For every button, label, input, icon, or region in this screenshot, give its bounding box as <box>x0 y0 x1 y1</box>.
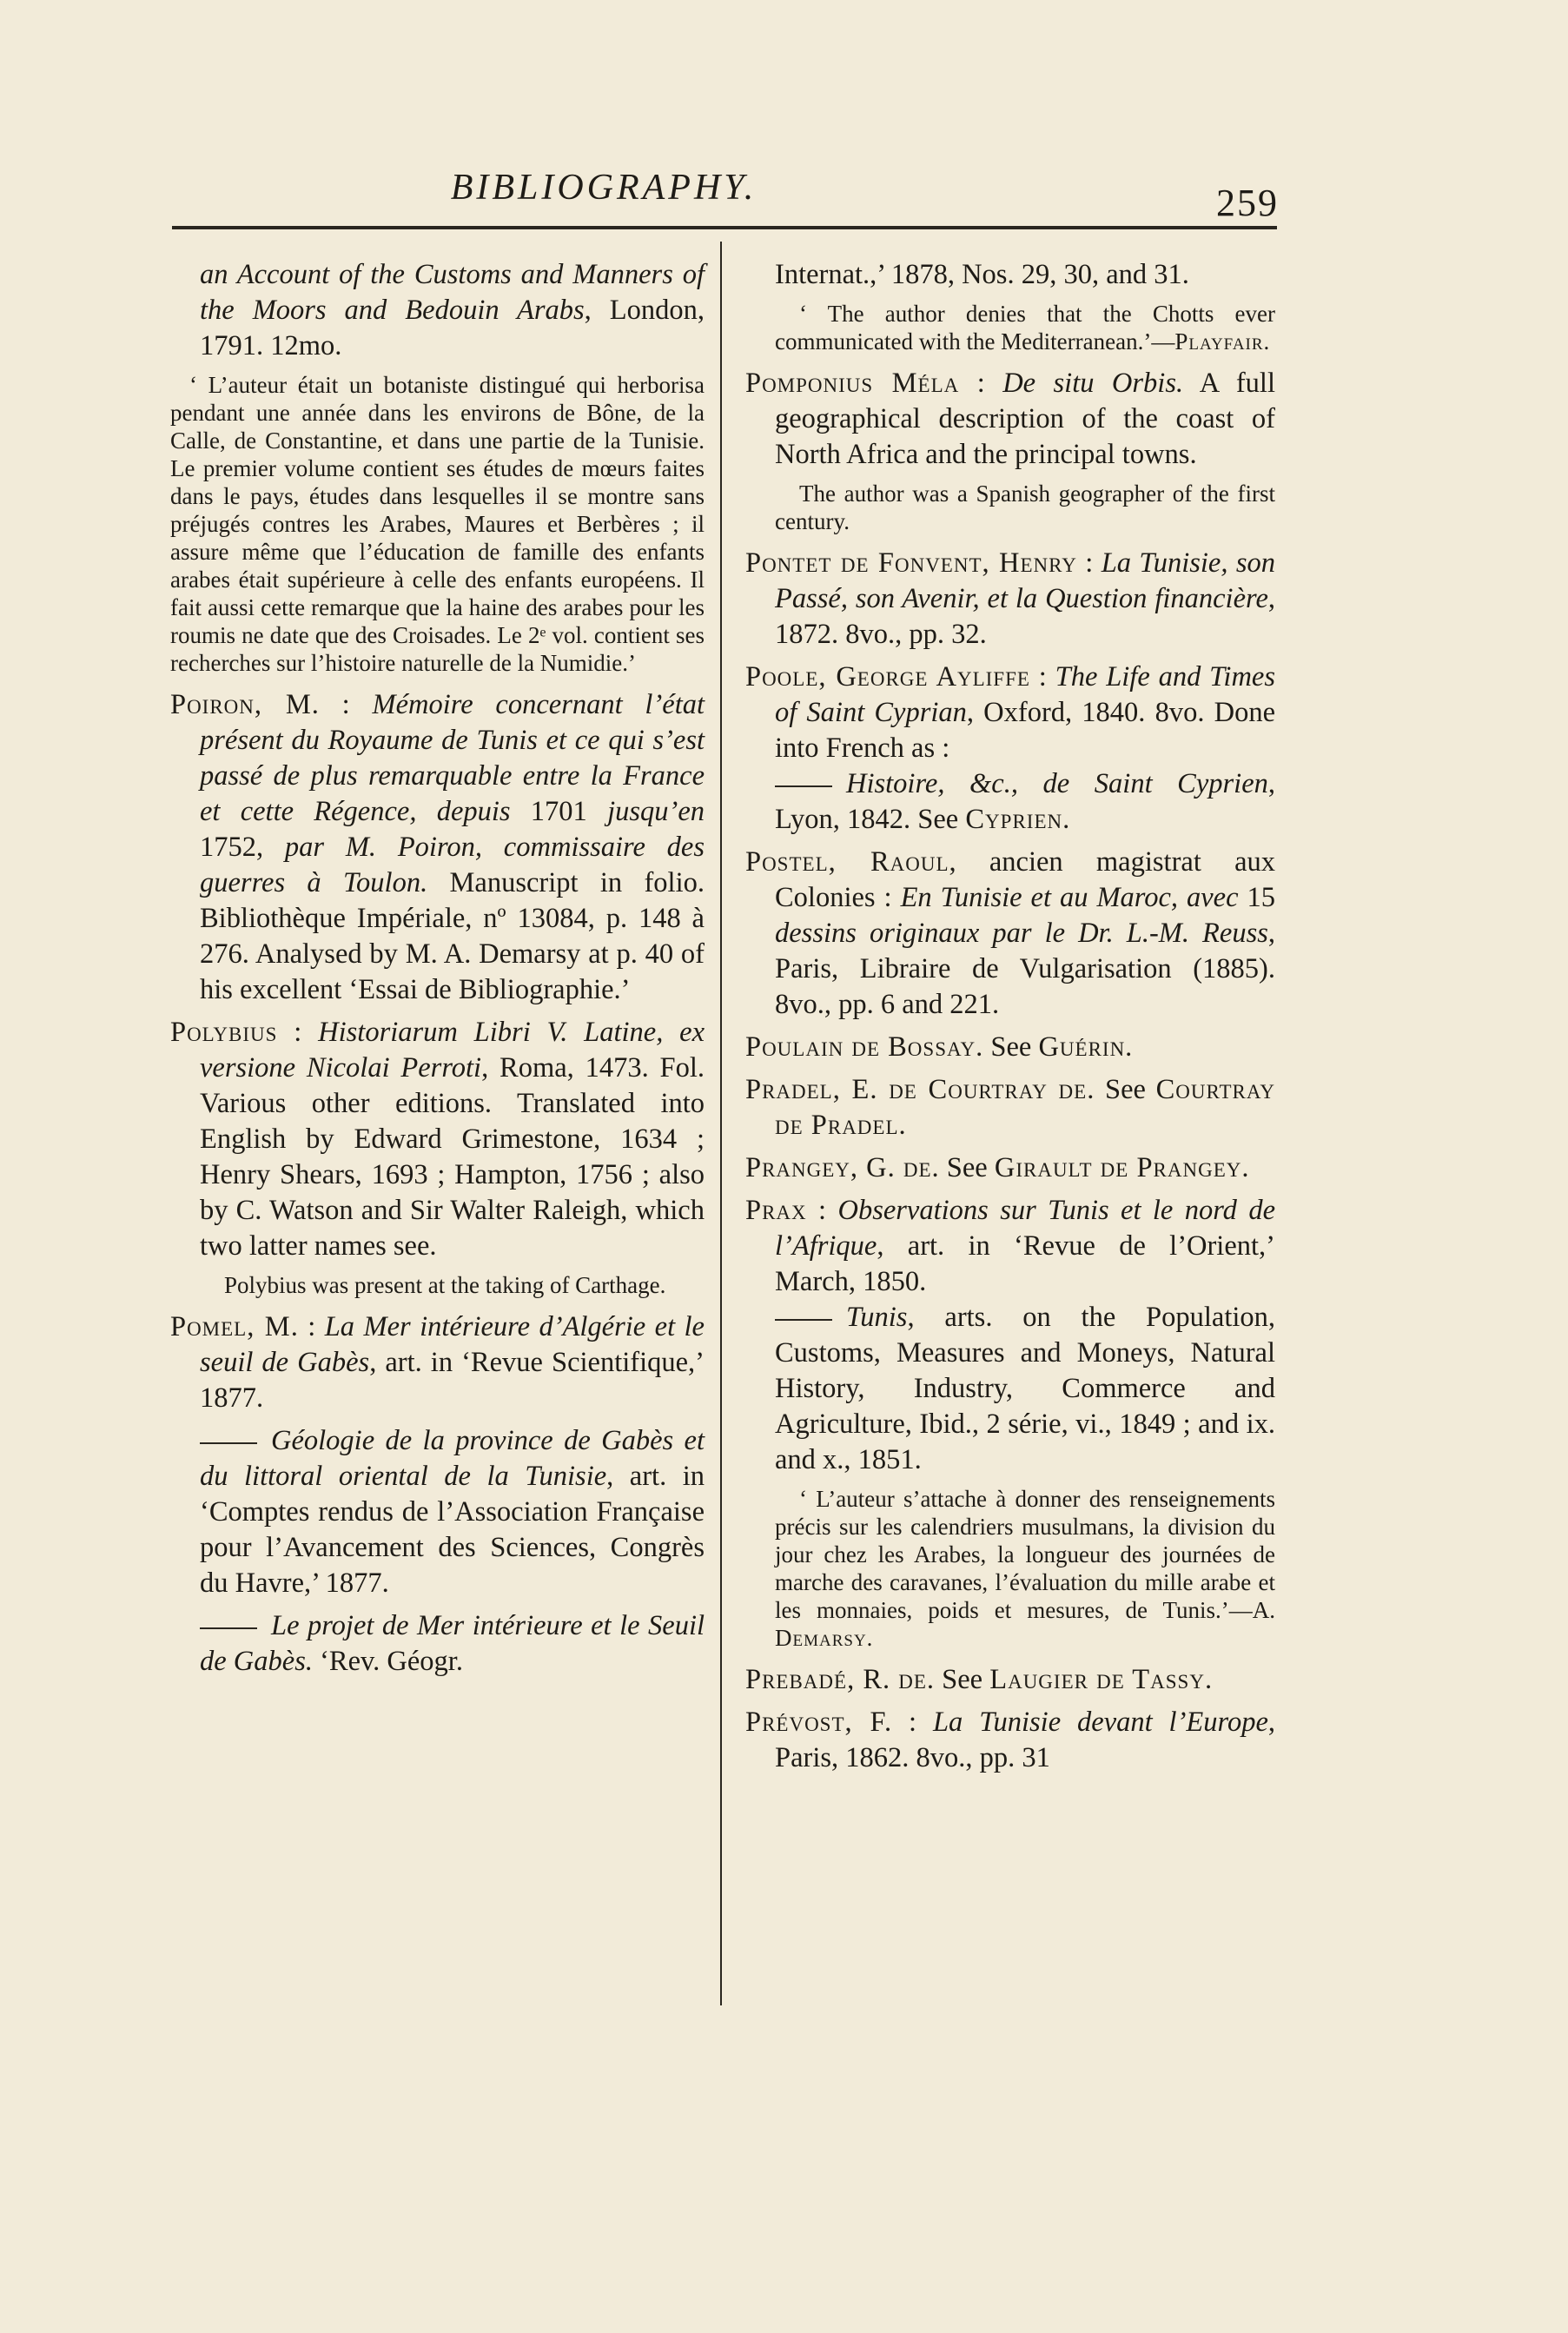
left-column <box>170 257 705 1687</box>
note-quotation: ‘ L’auteur était un botaniste distingué qui herborisa pendant une année dans les environs de Bône, de la Calle, de Constantine, et dans une partie de la Tunisie. Le premier volume contient ses études de mœurs faites dans le pays, études dans lesquelles il se montre sans préjugés contres les Arabes, Maures et Berbères ; il assure même que l’éducation de famille des enfants arabes était supérieure à celle des enfants européens. Il fait aussi cette remarque que la haine des arabes pour les roumis ne date que des Croisades. Le 2ᵉ vol. contient ses recherches sur l’histoire naturelle de la Numidie.’ <box>170 372 705 676</box>
entry-poiron: Poiron, M. : Mémoire concernant l’état présent du Royaume de Tunis et ce qui s’est passé de plus remarquable entre la France et cette Régence, depuis 1701 jusqu’en 1752, par M. Poiron, commissaire des guerres à Toulon. Manuscript in folio. Bibliothèque Impériale, nº 13084, p. 148 à 276. Analysed by M. A. Demarsy at p. 40 of his excellent ‘Essai de Bibliographie.’ <box>170 689 705 1005</box>
entry-prevost: Prévost, F. : La Tunisie devant l’Europe, Paris, 1862. 8vo., pp. 31 <box>745 1707 1275 1773</box>
entry-poulain: Poulain de Bossay. See Guérin. <box>745 1031 1134 1063</box>
entry-prax: Prax : Observations sur Tunis et le nord de l’Afrique, art. in ‘Revue de l’Orient,’ March, 1850. <box>745 1195 1276 1297</box>
entry-continuation: Internat.,’ 1878, Nos. 29, 30, and 31. <box>775 259 1189 290</box>
note-pomponius: The author was a Spanish geographer of the first century. <box>775 481 1275 534</box>
running-title: BIBLIOGRAPHY. <box>450 168 758 208</box>
header-rule <box>172 226 1277 229</box>
entry-postel: Postel, Raoul, ancien magistrat aux Colonies : En Tunisie et au Maroc, avec 15 dessins originaux par le Dr. L.-M. Reuss, Paris, Libraire de Vulgarisation (1885). 8vo., pp. 6 and 221. <box>745 846 1276 1020</box>
note-polybius: Polybius was present at the taking of Carthage. <box>224 1272 666 1298</box>
entry-continuation: an Account of the Customs and Manners of the Moors and Bedouin Arabs, London, 1791. 12mo. <box>200 259 705 361</box>
entry-prangey: Prangey, G. de. See Girault de Prangey. <box>745 1152 1250 1183</box>
page-number: 259 <box>1216 182 1279 224</box>
ditto-dash <box>200 1627 257 1629</box>
entry-pomel-projet: Le projet de Mer intérieure et le Seuil de Gabès. ‘Rev. Géogr. <box>200 1610 705 1677</box>
ditto-dash <box>200 1442 257 1444</box>
entry-prax-tunis: Tunis, arts. on the Population, Customs, Measures and Moneys, Natural History, Industry, Commerce and Agriculture, Ibid., 2 série, vi., 1849 ; and ix. and x., 1851. <box>775 1302 1275 1475</box>
entry-pomponius: Pomponius Méla : De situ Orbis. A full geographical description of the coast of North Africa and the principal towns. <box>745 368 1275 470</box>
entry-polybius: Polybius : Historiarum Libri V. Latine, ex versione Nicolai Perroti, Roma, 1473. Fol. Various other editions. Translated into English by Edward Grimestone, 1634 ; Henry Shears, 1693 ; Hampton, 1756 ; also by C. Watson and Sir Walter Raleigh, which two latter names see. <box>170 1017 705 1262</box>
ditto-dash <box>775 785 832 787</box>
entry-poole-histoire: Histoire, &c., de Saint Cyprien, Lyon, 1842. See Cyprien. <box>775 768 1275 835</box>
note-chotts: ‘ The author denies that the Chotts ever communicated with the Mediterranean.’—Playfair. <box>775 301 1275 355</box>
ditto-dash <box>775 1319 832 1321</box>
entry-pradel: Pradel, E. de Courtray de. See Courtray de Pradel. <box>745 1074 1275 1141</box>
entry-pontet: Pontet de Fonvent, Henry : La Tunisie, son Passé, son Avenir, et la Question financière, 1872. 8vo., pp. 32. <box>745 547 1276 650</box>
right-column <box>745 257 1275 1783</box>
entry-poole: Poole, George Ayliffe : The Life and Times of Saint Cyprian, Oxford, 1840. 8vo. Done into French as : <box>745 661 1276 764</box>
entry-pomel: Pomel, M. : La Mer intérieure d’Algérie et le seuil de Gabès, art. in ‘Revue Scientifique,’ 1877. <box>170 1311 705 1414</box>
entry-prebade: Prebadé, R. de. See Laugier de Tassy. <box>745 1664 1214 1695</box>
column-rule <box>720 242 722 2005</box>
note-prax: ‘ L’auteur s’attache à donner des renseignements précis sur les calendriers musulmans, la division du jour chez les Arabes, la longueur des journées de marche des caravanes, l’évaluation du mille arabe et les monnaies, poids et mesures, de Tunis.’—A. Demarsy. <box>775 1486 1275 1651</box>
entry-pomel-geologie: Géologie de la province de Gabès et du littoral oriental de la Tunisie, art. in ‘Comptes rendus de l’Association Française pour l’Avancement des Sciences, Congrès du Havre,’ 1877. <box>200 1425 705 1599</box>
